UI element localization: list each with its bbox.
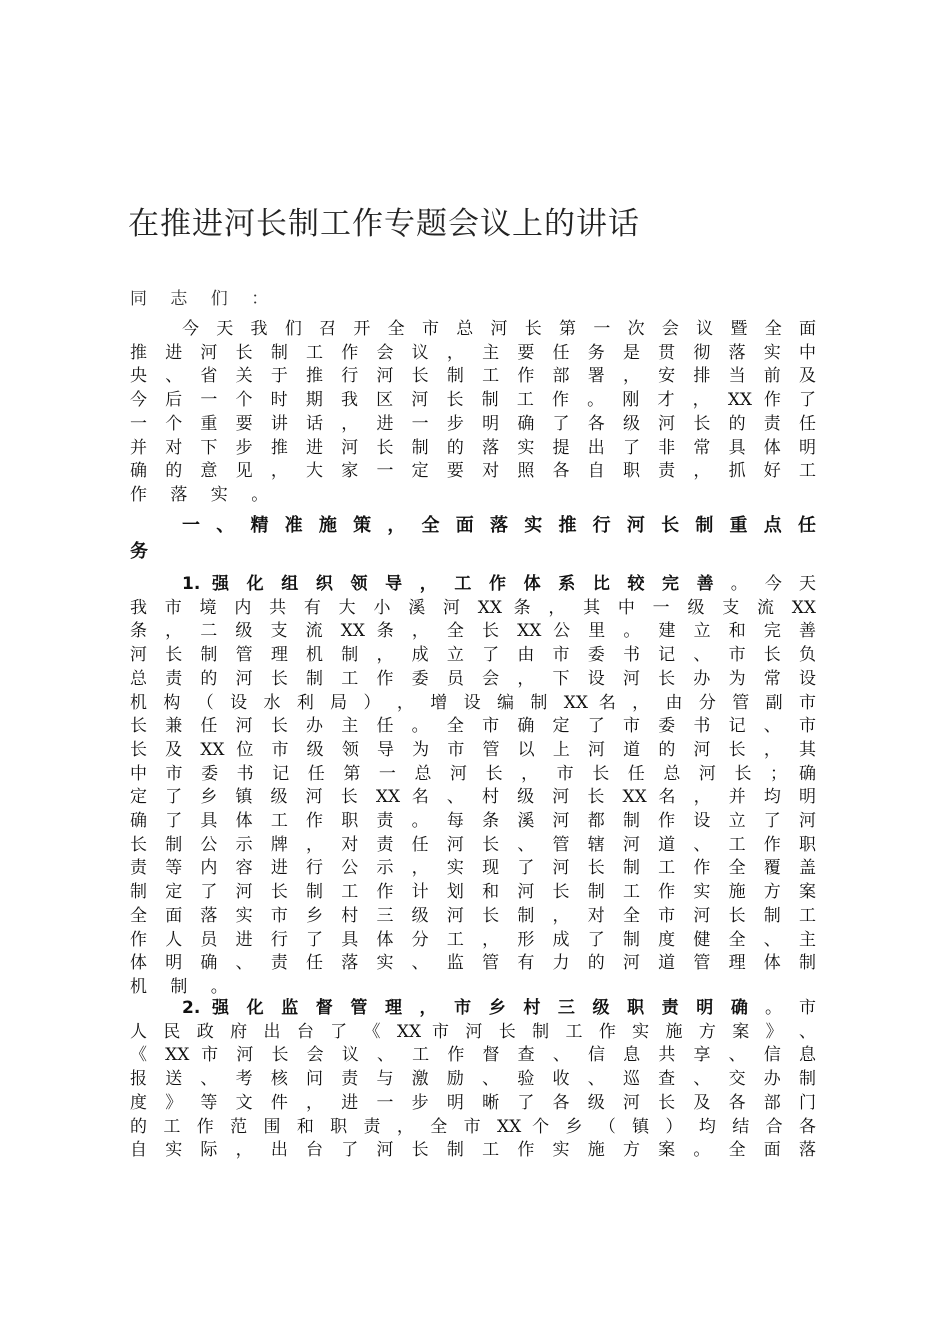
heading-line: 务 (130, 541, 148, 562)
paragraph-line: 的 工 作 范 围 和 职 责 ， 全 市 XX 个 乡 （ 镇 ） 均 结 合 各 (130, 1116, 816, 1137)
paragraph-line: 一 个 重 要 讲 话 ， 进 一 步 明 确 了 各 级 河 长 的 责 任 (130, 413, 816, 434)
paragraph-line: 全 面 落 实 市 乡 村 三 级 河 长 制 ， 对 全 市 河 长 制 工 (130, 905, 816, 926)
paragraph-line: 长 及 XX 位 市 级 领 导 为 市 管 以 上 河 道 的 河 长 ， 其 (130, 739, 816, 760)
paragraph-line: 条 ， 二 级 支 流 XX 条 ， 全 长 XX 公 里 。 建 立 和 完 善 (130, 621, 816, 642)
paragraph-line: 度 》 等 文 件 ， 进 一 步 明 晰 了 各 级 河 长 及 各 部 门 (130, 1092, 816, 1113)
paragraph-line: 作 人 员 进 行 了 具 体 分 工 ， 形 成 了 制 度 健 全 、 主 (130, 929, 816, 950)
salutation: 同 志 们 ： (130, 289, 278, 309)
paragraph-line: 推 进 河 长 制 工 作 会 议 ， 主 要 任 务 是 贯 彻 落 实 中 (130, 342, 816, 363)
paragraph-line: 确 了 具 体 工 作 职 责 。 每 条 溪 河 都 制 作 设 立 了 河 (130, 811, 816, 832)
paragraph-line: 制 定 了 河 长 制 工 作 计 划 和 河 长 制 工 作 实 施 方 案 (130, 882, 816, 903)
paragraph-line: 体 明 确 、 责 任 落 实 、 监 管 有 力 的 河 道 管 理 体 制 (130, 953, 816, 974)
paragraph-line: 央 、 省 关 于 推 行 河 长 制 工 作 部 署 ， 安 排 当 前 及 (130, 366, 816, 387)
heading-line: 一 、 精 准 施 策 ， 全 面 落 实 推 行 河 长 制 重 点 任 (182, 515, 816, 536)
paragraph-lead-line (130, 997, 816, 1021)
paragraph-line: 自 实 际 ， 出 台 了 河 长 制 工 作 实 施 方 案 。 全 面 落 (130, 1140, 816, 1161)
paragraph-line: 机 制 。 (130, 976, 237, 997)
paragraph-line: 报 送 、 考 核 问 责 与 激 励 、 验 收 、 巡 查 、 交 办 制 (130, 1069, 816, 1090)
paragraph-line: 总 责 的 河 长 制 工 作 委 员 会 ， 下 设 河 长 办 为 常 设 (130, 668, 816, 689)
paragraph-line: 今 天 我 们 召 开 全 市 总 河 长 第 一 次 会 议 暨 全 面 (182, 319, 816, 339)
paragraph-line: 《 XX 市 河 长 会 议 、 工 作 督 查 、 信 息 共 享 、 信 息 (130, 1045, 816, 1066)
item1-lead-rest: 。 今 天 (730, 574, 816, 594)
paragraph-line: 我 市 境 内 共 有 大 小 溪 河 XX 条 ， 其 中 一 级 支 流 XX (130, 597, 816, 618)
item1-lead: 1. 强 化 组 织 领 导 ， 工 作 体 系 比 较 完 善 (182, 574, 720, 594)
paragraph-line: 并 对 下 步 推 进 河 长 制 的 落 实 提 出 了 非 常 具 体 明 (130, 437, 816, 458)
item2-lead-rest: 。 市 (764, 998, 817, 1018)
intro-paragraph (130, 318, 816, 508)
paragraph-line: 河 长 制 管 理 机 制 ， 成 立 了 由 市 委 书 记 、 市 长 负 (130, 645, 816, 666)
paragraph-line: 作 落 实 。 (130, 484, 278, 505)
paragraph-line: 机 构 （ 设 水 利 局 ） ， 增 设 编 制 XX 名 ， 由 分 管 副 市 (130, 692, 816, 713)
section-heading (130, 513, 816, 565)
paragraph-line: 责 等 内 容 进 行 公 示 ， 实 现 了 河 长 制 工 作 全 覆 盖 (130, 858, 816, 879)
paragraph-line: 中 市 委 书 记 任 第 一 总 河 长 ， 市 长 任 总 河 长 ； 确 (130, 763, 816, 784)
paragraph-line: 长 兼 任 河 长 办 主 任 。 全 市 确 定 了 市 委 书 记 、 市 (130, 716, 816, 737)
paragraph-line: 确 的 意 见 ， 大 家 一 定 要 对 照 各 自 职 责 ， 抓 好 工 (130, 461, 816, 482)
item1-paragraph (130, 573, 816, 1000)
paragraph-line: 人 民 政 府 出 台 了 《 XX 市 河 长 制 工 作 实 施 方 案 》 、 (130, 1021, 816, 1042)
paragraph-line: 今 后 一 个 时 期 我 区 河 长 制 工 作 。 刚 才 ， XX 作 了 (130, 390, 816, 411)
item2-lead: 2. 强 化 监 督 管 理 ， 市 乡 村 三 级 职 责 明 确 (182, 998, 754, 1018)
paragraph-line: 长 制 公 示 牌 ， 对 责 任 河 长 、 管 辖 河 道 、 工 作 职 (130, 834, 816, 855)
item2-paragraph (130, 997, 816, 1163)
paragraph-line: 定 了 乡 镇 级 河 长 XX 名 、 村 级 河 长 XX 名 ， 并 均 明 (130, 787, 816, 808)
document-title: 在推进河长制工作专题会议上的讲话 (128, 206, 640, 242)
paragraph-lead-line (130, 573, 816, 597)
